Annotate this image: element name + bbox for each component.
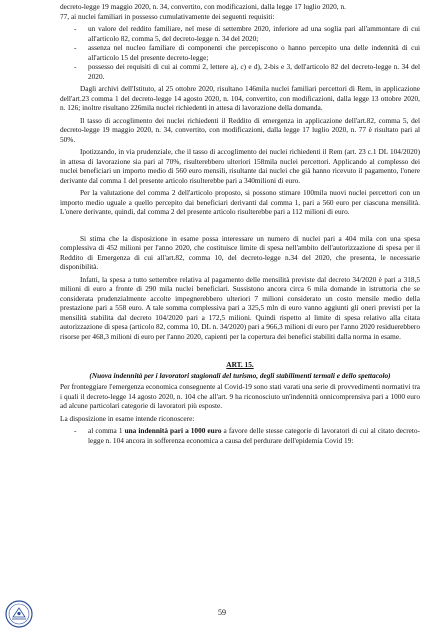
list-item: - assenza nel nucleo familiare di componenti che percepiscono o hanno percepito una delle indennità di cui all'articolo 15 del presente decreto-legge;: [74, 43, 420, 62]
intro-line-1: decreto-legge 19 maggio 2020, n. 34, convertito, con modificazioni, dalla legge 17 luglio 2020, n.: [60, 2, 346, 11]
intro-line-2: 77, ai nuclei familiari in possesso cumulativamente dei seguenti requisiti:: [60, 11, 275, 21]
paragraph: Il tasso di accoglimento dei nuclei richiedenti il Reddito di emergenza in applicazione dell'art.82, comma 5, del decreto-legge 19 maggio 2020, n. 34, convertito, con modificazioni, dalla legge 17 luglio 2020, n. 77 è risultato pari al 50%.: [60, 115, 420, 144]
list-item: - al comma 1 una indennità pari a 1000 euro a favore delle stesse categorie di lavoratori di cui al citato decreto-legge n. 104 ancora in sofferenza economica a causa del perdurare dell'epidemia Covid 19:: [74, 426, 420, 445]
bullet-marker: -: [74, 43, 77, 52]
paragraph: Infatti, la spesa a tutto settembre relativa al pagamento delle mensilità previste dal decreto 34/2020 è pari a 318,5 milioni di euro a fronte di 290 mila nuclei beneficiari. Sussistono ancora circa 6 mila domande in istruttoria che se considerata prudenzialmente accolte impegnerebbero ulteriori 7 milioni considerato un costo mensile medio della prestazione pari a 558 euro. A tale somma complessiva pari a 325,5 mln di euro vanno aggiunti gli oneri previsti per la mensilità stabilita dal decreto 104/2020 pari a 172,5 milioni. Quindi rispetto al limite di spesa relativo alla citata autorizzazione di spesa (articolo 82, comma 10, DL n. 34/2020) pari a 966,3 milioni di euro per l'anno 2020 residuerebbero risorse per 468,3 milioni di euro per l'anno 2020, capienti per la copertura dei benefici stabiliti dalla norma in esame.: [60, 274, 420, 341]
page-body: [60, 2, 420, 448]
list-item: - un valore del reddito familiare, nel mese di settembre 2020, inferiore ad una soglia pari all'ammontare di cui all'articolo 82, comma 5, del decreto-legge n. 34 del 2020;: [74, 24, 420, 43]
paragraph: Dagli archivi dell'Istituto, al 25 ottobre 2020, risultano 146mila nuclei familiari percettori di Rem, in applicazione dell'art.23 comma 1 del decreto-legge 14 agosto 2020, n. 104, convertito, con modificazioni, dalla legge 13 ottobre 2020, n. 126; inoltre risultano 226mila nuclei richiedenti in attesa di lavorazione della domanda.: [60, 84, 420, 112]
page-number: 59: [218, 608, 226, 617]
bold-amount: una indennità pari a 1000 euro: [124, 426, 222, 435]
bullet-marker: -: [74, 426, 77, 435]
article-title: (Nuova indennità per i lavoratori stagionali del turismo, degli stabilimenti termali e dello spettacolo): [89, 370, 391, 380]
bullet-marker: -: [74, 24, 77, 33]
paragraph: Ipotizzando, in via prudenziale, che il tasso di accoglimento dei nuclei richiedenti il Rem (art. 23 c.1 DL 104/2020) in attesa di lavorazione sia pari al 70%, risulterebbero ulteriori 158mila nuclei percettori. Applicando al complesso dei nuclei beneficiari un importo medio di 560 euro mensili, risultante dai nuclei che già hanno ricevuto il pagamento, l'onere derivante dal comma 1 del presente articolo risulterebbe pari a 340milioni di euro.: [60, 147, 420, 185]
commi-list: [60, 426, 420, 445]
article-heading: ART. 15.: [226, 360, 254, 369]
paragraph: Per fronteggiare l'emergenza economica conseguente al Covid-19 sono stati varati una serie di provvedimenti normativi tra i quali il decreto-legge 14 agosto 2020, n. 104 che all'art. 9 ha riconosciuto un'indennità onnicomprensiva pari a 1000 euro ad alcune particolari categorie di lavoratori più esposte.: [60, 382, 420, 410]
list-item: - possesso dei requisiti di cui ai commi 2, lettere a), c) e d), 2-bis e 3, dell'articolo 82 del decreto-legge n. 34 del 2020.: [74, 62, 420, 81]
bullet-marker: -: [74, 62, 77, 71]
paragraph: Si stima che la disposizione in esame possa interessare un numero di nuclei pari a 404 mila con una spesa complessiva di 452 milioni per l'anno 2020, che costituisce limite di spesa nell'ambito dell'autorizzazione di spesa per il Reddito di Emergenza di cui all'art.82, comma 10, del decreto-legge n.34 del 2020, che presenta, le necessarie disponibilità.: [60, 233, 420, 271]
paragraph: Per la valutazione del comma 2 dell'articolo proposto, si possono stimare 100mila nuovi nuclei percettori con un importo medio uguale a quello percepito dai beneficiari derivanti dal comma 1, pari a 560 euro per ciascuna mensilità. L'onere derivante, quindi, dal comma 2 del presente articolo risulterebbe pari a 112 milioni di euro.: [60, 188, 420, 216]
paragraph: La disposizione in esame intende riconoscere:: [60, 413, 195, 423]
requisiti-list: [60, 24, 420, 81]
